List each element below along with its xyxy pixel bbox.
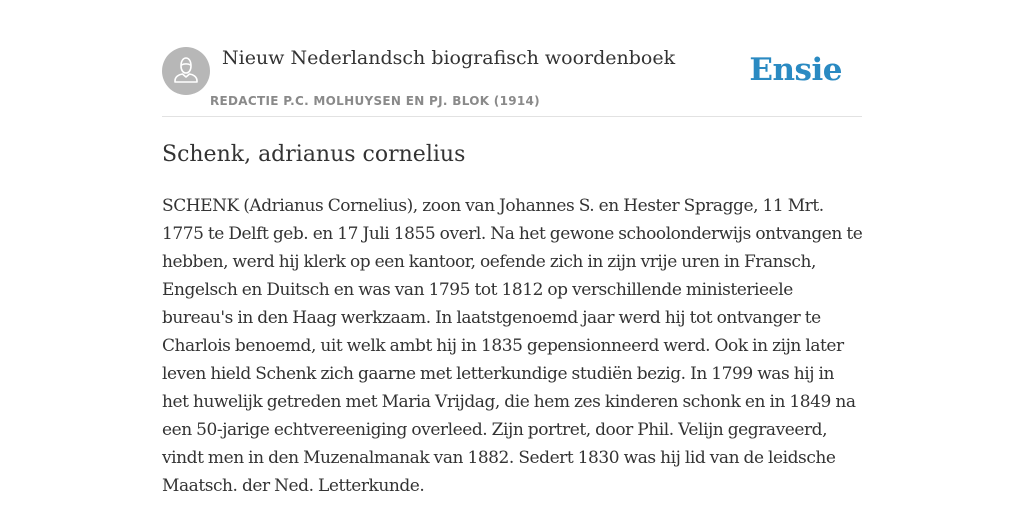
book-editor-line: REDACTIE P.C. MOLHUYSEN EN PJ. BLOK (1914) (210, 94, 540, 108)
book-title[interactable]: Nieuw Nederlandsch biografisch woordenboek (222, 47, 676, 69)
entry-body: SCHENK (Adrianus Cornelius), zoon van Johannes S. en Hester Spragge, 11 Mrt. 1775 te Delft geb. en 17 Juli 1855 overl. Na het gewone schoolonderwijs ontvangen te hebben, werd hij klerk op een kantoor, oefende zich in zijn vrije uren in Fransch, Engelsch en Duitsch en was van 1795 tot 1812 op verschillende ministerieele bureau's in den Haag werkzaam. In laatstgenoemd jaar werd hij tot ontvanger te Charlois benoemd, uit welk ambt hij in 1835 gepensionneerd werd. Ook in zijn later leven hield Schenk zich gaarne met letterkundige studiën bezig. In 1799 was hij in het huwelijk getreden met Maria Vrijdag, die hem zes kinderen schonk en in 1849 na een 50-jarige echtvereeniging overleed. Zijn portret, door Phil. Velijn gegraveerd, vindt men in den Muzenalmanak van 1882. Sedert 1830 was hij lid van de leidsche Maatsch. der Ned. Letterkunde. (162, 196, 863, 496)
author-avatar[interactable] (162, 47, 210, 95)
ensie-logo[interactable]: Ensie (749, 52, 842, 88)
book-header (162, 46, 862, 117)
entry-title: Schenk, adrianus cornelius (162, 142, 466, 167)
user-placeholder-icon (162, 47, 210, 95)
